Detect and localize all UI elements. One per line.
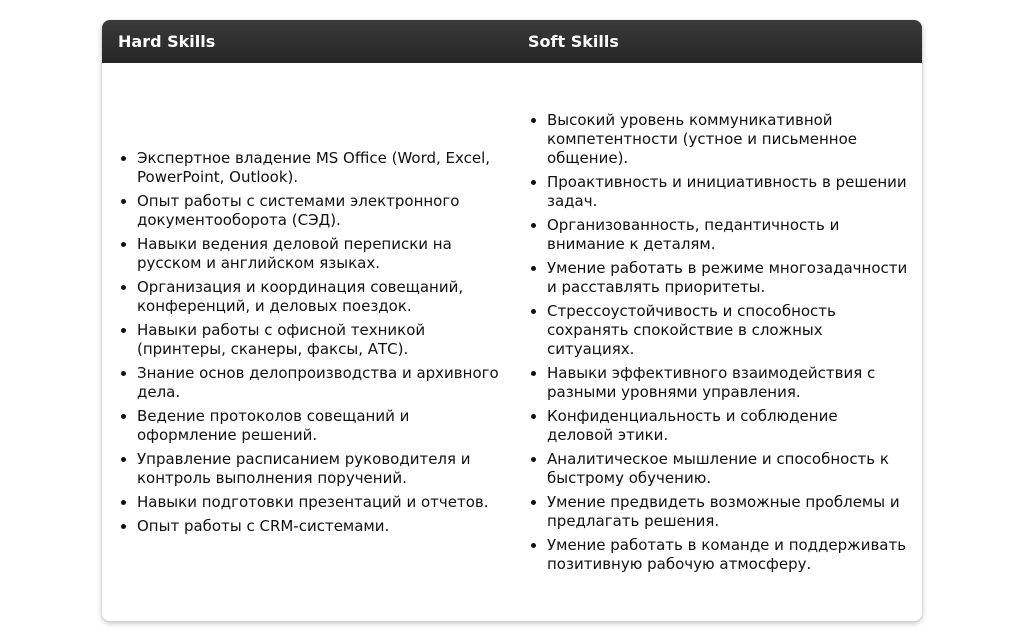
- list-item: • Умение предвидеть возможные проблемы и предлагать решения.: [547, 493, 908, 531]
- list-item: • Опыт работы с CRM-системами.: [137, 517, 510, 536]
- list-item: • Опыт работы с системами электронного документооборота (СЭД).: [137, 192, 510, 230]
- list-item: • Умение работать в команде и поддерживать позитивную рабочую атмосферу.: [547, 536, 908, 574]
- list-item: • Умение работать в режиме многозадачности и расставлять приоритеты.: [547, 259, 908, 297]
- list-item: • Навыки подготовки презентаций и отчетов.: [137, 493, 510, 512]
- list-item: • Навыки работы с офисной техникой (принтеры, сканеры, факсы, АТС).: [137, 321, 510, 359]
- list-item: • Знание основ делопроизводства и архивного дела.: [137, 364, 510, 402]
- list-item: • Высокий уровень коммуникативной компетентности (устное и письменное общение).: [547, 111, 908, 168]
- skills-table: [102, 20, 922, 621]
- list-item: • Навыки эффективного взаимодействия с разными уровнями управления.: [547, 364, 908, 402]
- list-item: • Организация и координация совещаний, конференций, и деловых поездок.: [137, 278, 510, 316]
- header-hard-skills: Hard Skills: [118, 32, 216, 51]
- list-item: • Аналитическое мышление и способность к быстрому обучению.: [547, 450, 908, 488]
- list-item: • Навыки ведения деловой переписки на русском и английском языках.: [137, 235, 510, 273]
- list-item: • Конфиденциальность и соблюдение деловой этики.: [547, 407, 908, 445]
- list-item: • Проактивность и инициативность в решении задач.: [547, 173, 908, 211]
- hard-skills-list: [118, 149, 510, 536]
- list-item: • Организованность, педантичность и внимание к деталям.: [547, 216, 908, 254]
- table-header: [102, 20, 922, 63]
- hard-skills-column: [118, 63, 510, 621]
- header-soft-skills: Soft Skills: [528, 32, 619, 51]
- list-item: • Стрессоустойчивость и способность сохранять спокойствие в сложных ситуациях.: [547, 302, 908, 359]
- list-item: • Ведение протоколов совещаний и оформление решений.: [137, 407, 510, 445]
- soft-skills-list: [528, 111, 908, 574]
- list-item: • Управление расписанием руководителя и контроль выполнения поручений.: [137, 450, 510, 488]
- soft-skills-column: [528, 63, 908, 621]
- list-item: • Экспертное владение MS Office (Word, Excel, PowerPoint, Outlook).: [137, 149, 510, 187]
